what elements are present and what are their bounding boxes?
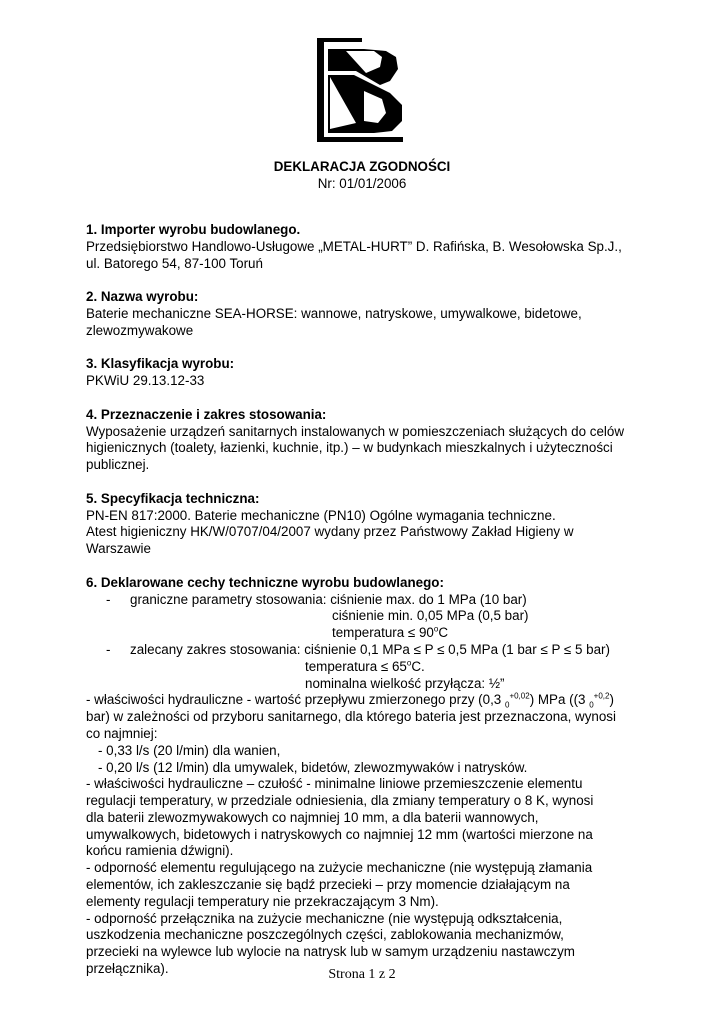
text-line: elementów, ich zakleszczanie się bądź przecieki – przy momencie działającym na (86, 877, 570, 893)
text-line: regulacji temperatury, w przedziale odniesienia, dla zmiany temperatury o 8 K, wynosi (86, 793, 594, 809)
limits-row (86, 592, 646, 609)
section-classification (86, 356, 646, 390)
text-line: co najmniej: (86, 725, 158, 741)
text-line: higienicznych (toalety, łazienki, kuchnie, itp.) – w budynkach mieszkalnych i użyteczności (86, 440, 613, 456)
text-line: końcu ramienia dźwigni). (86, 843, 234, 859)
text-line: przełącznika). (86, 961, 169, 977)
text-line: przecieki na wylewce lub wylocie na natrysk lub w samym urządzeniu nastawczym (86, 944, 575, 960)
page-number: Strona 1 z 2 (328, 967, 396, 982)
limits-value: temperatura ≤ $90^oC$ (332, 624, 449, 641)
dash-bullet: - (106, 641, 111, 657)
section-purpose (86, 407, 646, 474)
document-title: DEKLARACJA ZGODNOŚCI (273, 159, 451, 174)
company-logo (316, 37, 407, 143)
text-line: PKWiU 29.13.12-33 (86, 373, 205, 389)
document-number: Nr: 01/01/2006 (317, 176, 407, 191)
text-line: dla baterii zlewozmywakowych co najmniej 10 mm, a dla baterii wannowych, (86, 809, 539, 825)
limits-label: graniczne parametry stosowania: (130, 591, 327, 607)
text-line: Warszawie (86, 541, 151, 557)
section-heading: 5. Specyfikacja techniczna: (86, 490, 260, 506)
hydraulic-flow-line: - właściwości hydrauliczne - wartość przepływu zmierzonego przy (0,3 $_0^{+0,02}$) MPa ((3 $_0^{+0,2}$) (86, 691, 614, 710)
section-heading: 6. Deklarowane cechy techniczne wyrobu budowlanego: (86, 574, 444, 590)
dash-bullet: - (106, 591, 111, 607)
text-line: elementy regulacji temperatury nie przekraczającym 3 Nm). (86, 893, 439, 909)
flow-item: - 0,33 l/s (20 l/min) dla wanien, (98, 742, 281, 758)
text-line: Atest higieniczny HK/W/0707/04/2007 wydany przez Państwowy Zakład Higieny w (86, 524, 574, 540)
text-line: ul. Batorego 54, 87-100 Toruń (86, 255, 263, 271)
text-line: umywalkowych, bidetowych i natryskowych co najmniej 12 mm (wartości mierzone na (86, 826, 593, 842)
document-body (86, 222, 646, 978)
recommended-value: temperatura ≤ $65^oC$. (305, 658, 425, 674)
section-product-name (86, 289, 646, 339)
section-heading: 2. Nazwa wyrobu: (86, 289, 199, 305)
text-line: - odporność przełącznika na zużycie mechaniczne (nie występują odkształcenia, (86, 910, 563, 926)
recommended-value: ciśnienie 0,1 MPa ≤ P ≤ 0,5 MPa (1 bar ≤ P ≤ 5 bar) (304, 641, 610, 657)
recommended-value: nominalna wielkość przyłącza: ½” (305, 675, 505, 691)
section-importer (86, 222, 646, 272)
recommended-row (86, 642, 646, 659)
recommended-label: zalecany zakres stosowania: (130, 641, 301, 657)
text-line: bar) w zależności od przyboru sanitarnego, dla którego bateria jest przeznaczona, wynosi (86, 709, 616, 725)
section-technical-features (86, 575, 646, 978)
section-heading: 4. Przeznaczenie i zakres stosowania: (86, 406, 327, 422)
flow-item: - 0,20 l/s (12 l/min) dla umywalek, bidetów, zlewozmywaków i natrysków. (98, 759, 528, 775)
text-line: uszkodzenia mechaniczne poszczególnych części, zablokowania mechanizmów, (86, 927, 564, 943)
text-line: - właściwości hydrauliczne – czułość - minimalne liniowe przemieszczenie elementu (86, 776, 583, 792)
section-heading: 1. Importer wyrobu budowlanego. (86, 222, 301, 237)
limits-value: ciśnienie max. do 1 MPa (10 bar) (330, 591, 527, 607)
text-line: Przedsiębiorstwo Handlowo-Usługowe „METAL-HURT” D. Rafińska, B. Wesołowska Sp.J., (86, 238, 622, 254)
section-heading: 3. Klasyfikacja wyrobu: (86, 356, 235, 372)
text-line: Baterie mechaniczne SEA-HORSE: wannowe, natryskowe, umywalkowe, bidetowe, (86, 305, 582, 321)
text-line: Wyposażenie urządzeń sanitarnych instalowanych w pomieszczeniach służących do celów (86, 423, 625, 439)
limits-value: ciśnienie min. 0,05 MPa (0,5 bar) (332, 608, 529, 624)
section-specification (86, 491, 646, 558)
text-line: publicznej. (86, 457, 150, 473)
text-line: - odporność elementu regulującego na zużycie mechaniczne (nie występują złamania (86, 860, 593, 876)
text-line: PN-EN 817:2000. Baterie mechaniczne (PN10) Ogólne wymagania techniczne. (86, 507, 556, 523)
text-line: zlewozmywakowe (86, 322, 194, 338)
